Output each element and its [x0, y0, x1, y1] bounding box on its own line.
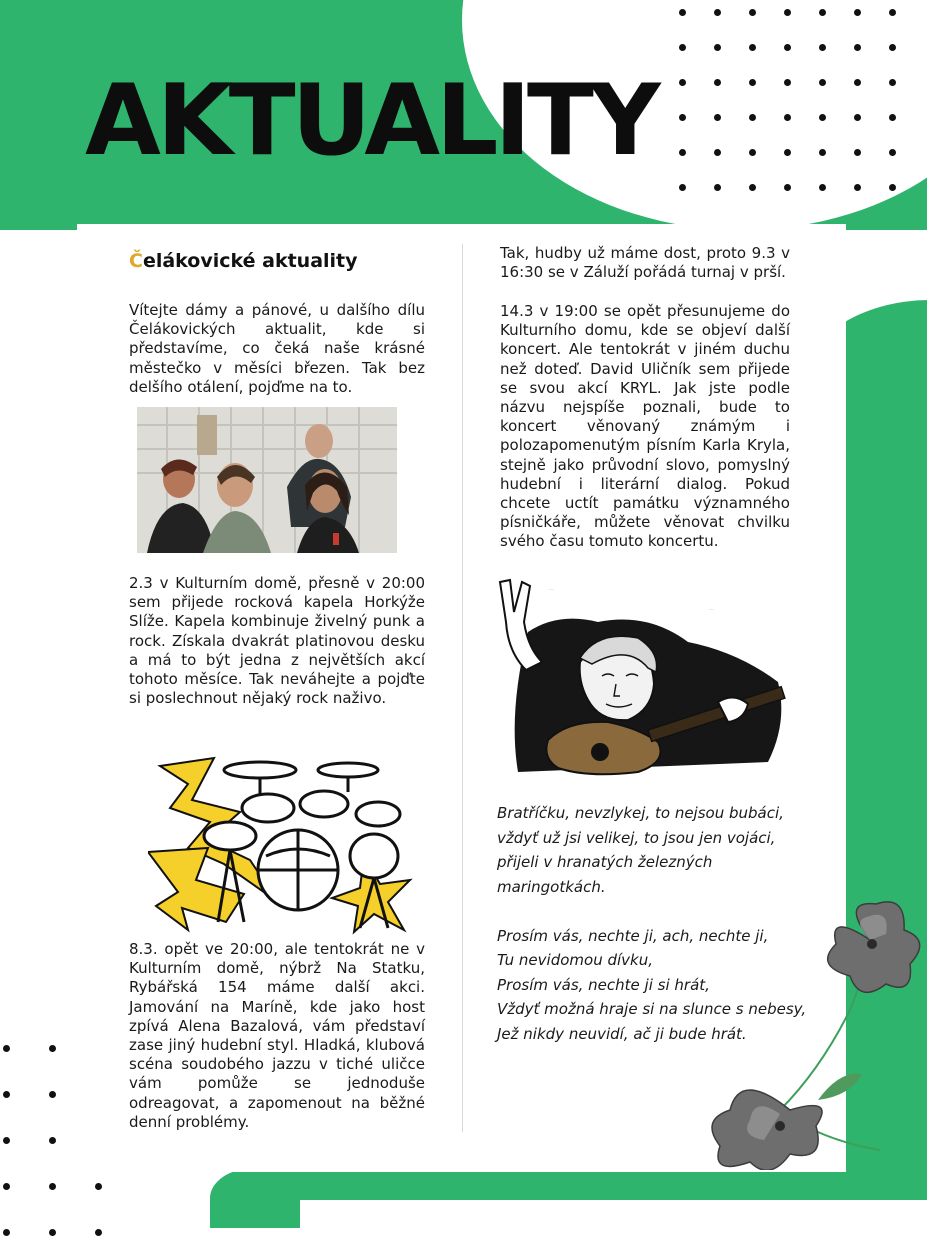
band-photo [137, 407, 397, 553]
decorative-dot [3, 1183, 10, 1190]
drum-kit-illustration [148, 752, 418, 942]
decorative-dot [784, 79, 791, 86]
decorative-dot [3, 1045, 10, 1052]
decorative-dot [749, 184, 756, 191]
decorative-dot [819, 184, 826, 191]
guitarist-ink-drawing [488, 572, 806, 780]
decorative-dot [714, 9, 721, 16]
lyrics-line: Tu nevidomou dívku, [497, 951, 653, 969]
decorative-dot [889, 79, 896, 86]
decorative-dot [784, 114, 791, 121]
svg-text:~: ~ [548, 585, 555, 594]
decorative-dot [819, 44, 826, 51]
lyrics-line: Vždyť možná hraje si na slunce s nebesy, [497, 1000, 807, 1018]
decorative-dot [854, 9, 861, 16]
decorative-dot [889, 44, 896, 51]
decorative-dot [49, 1229, 56, 1236]
decorative-dot [49, 1045, 56, 1052]
decorative-dot [889, 149, 896, 156]
event-kryl-koncert: 14.3 v 19:00 se opět přesunujeme do Kulturního domu, kde se objeví další koncert. Ale tentokrát v jiném duchu než doteď. David Uličník sem přijede se svou akcí KRYL. Jak jste podle názvu nejspíše poznali, bude to koncert věnovaný známým i polozapomenutým písním Karla Kryla, stejně jako průvodní slovo, pomyslný hudební i literární dialog. Pokud chcete uctít památku významného písničkáře, můžete věnovat chvilku svého času tomuto koncertu. [500, 302, 790, 551]
decorative-dot [749, 79, 756, 86]
decorative-dot [784, 9, 791, 16]
heading-initial: Č [129, 250, 143, 272]
decorative-dot [819, 149, 826, 156]
lyrics-line: Prosím vás, nechte ji si hrát, [497, 975, 710, 994]
lyrics-line: vždyť už jsi velikej, to jsou jen vojáci, [497, 828, 776, 847]
decorative-dot [784, 44, 791, 51]
column-divider [462, 244, 463, 1132]
decorative-dot [784, 184, 791, 191]
decorative-dot [679, 79, 686, 86]
decorative-dot [749, 114, 756, 121]
lyrics-line: Prosím vás, nechte ji, ach, nechte ji, [497, 926, 769, 945]
lyrics-line: maringotkách. [497, 877, 606, 896]
decorative-dot [889, 9, 896, 16]
decorative-dot [3, 1137, 10, 1144]
decorative-dot [854, 184, 861, 191]
decorative-dot [49, 1183, 56, 1190]
event-turnaj-prsi: Tak, hudby už máme dost, proto 9.3 v 16:30 se v Záluží pořádá turnaj v prší. [500, 244, 790, 282]
heading-text: elákovické aktuality [142, 250, 358, 272]
green-bottom-band [236, 1172, 927, 1200]
decorative-dot [819, 114, 826, 121]
decorative-dot [679, 44, 686, 51]
page-title: AKTUALITY [85, 64, 657, 178]
decorative-dot [819, 79, 826, 86]
decorative-dot [679, 149, 686, 156]
event-jam-marina: 8.3. opět ve 20:00, ale tentokrát ne v Kulturním domě, nýbrž Na Statku, Rybářská 154 máme další akci. Jamování na Maríně, kde jako host zpívá Alena Bazalová, vám představí zase jiný hudební styl. Hladká, klubová scéna soudobého jazzu v tiché uličce vám pomůže se jednoduše odreagovat, a zapomenout na běžné denní problémy. [129, 940, 425, 1131]
decorative-dot [714, 149, 721, 156]
decorative-dot [714, 114, 721, 121]
decorative-dot [679, 184, 686, 191]
decorative-dot [49, 1091, 56, 1098]
decorative-dot [889, 184, 896, 191]
decorative-dot [679, 9, 686, 16]
decorative-dot [714, 79, 721, 86]
decorative-dot [714, 44, 721, 51]
lyrics-line: Bratříčku, nevzlykej, to nejsou bubáci, [497, 804, 784, 822]
decorative-dot [854, 79, 861, 86]
decorative-dot [95, 1183, 102, 1190]
decorative-dot [3, 1091, 10, 1098]
decorative-dot [3, 1229, 10, 1236]
decorative-dot [784, 149, 791, 156]
article-heading [129, 250, 358, 272]
decorative-dot [49, 1137, 56, 1144]
intro-paragraph: Vítejte dámy a pánové, u dalšího dílu Čelákovických aktualit, kde si představíme, co čeká naše krásné městečko v měsíci březen. Tak bez delšího otálení, pojďme na to. [129, 301, 425, 396]
decorative-dot [749, 9, 756, 16]
decorative-dot [854, 44, 861, 51]
decorative-dot [749, 149, 756, 156]
lyrics-line: Jež nikdy neuvidí, ač ji bude hrát. [497, 1024, 747, 1043]
decorative-dot [889, 114, 896, 121]
decorative-dot [749, 44, 756, 51]
lyrics-line: přijeli v hranatých železných [497, 853, 713, 871]
band-photo-illustration [137, 407, 397, 553]
decorative-dot [679, 114, 686, 121]
decorative-dot [819, 9, 826, 16]
event-horkyze-slize: 2.3 v Kulturním domě, přesně v 20:00 sem přijede rocková kapela Horkýže Slíže. Kapela kombinuje živelný punk a rock. Získala dvakrát platinovou desku a má to být jedna z největších akcí tohoto měsíce. Tak neváhejte a pojďte si poslechnout nějaký rock naživo. [129, 574, 425, 708]
decorative-dot [854, 114, 861, 121]
decorative-dot [95, 1229, 102, 1236]
flower-decoration [700, 900, 927, 1170]
svg-text:~: ~ [708, 605, 715, 614]
decorative-dot [714, 184, 721, 191]
decorative-dot [854, 149, 861, 156]
